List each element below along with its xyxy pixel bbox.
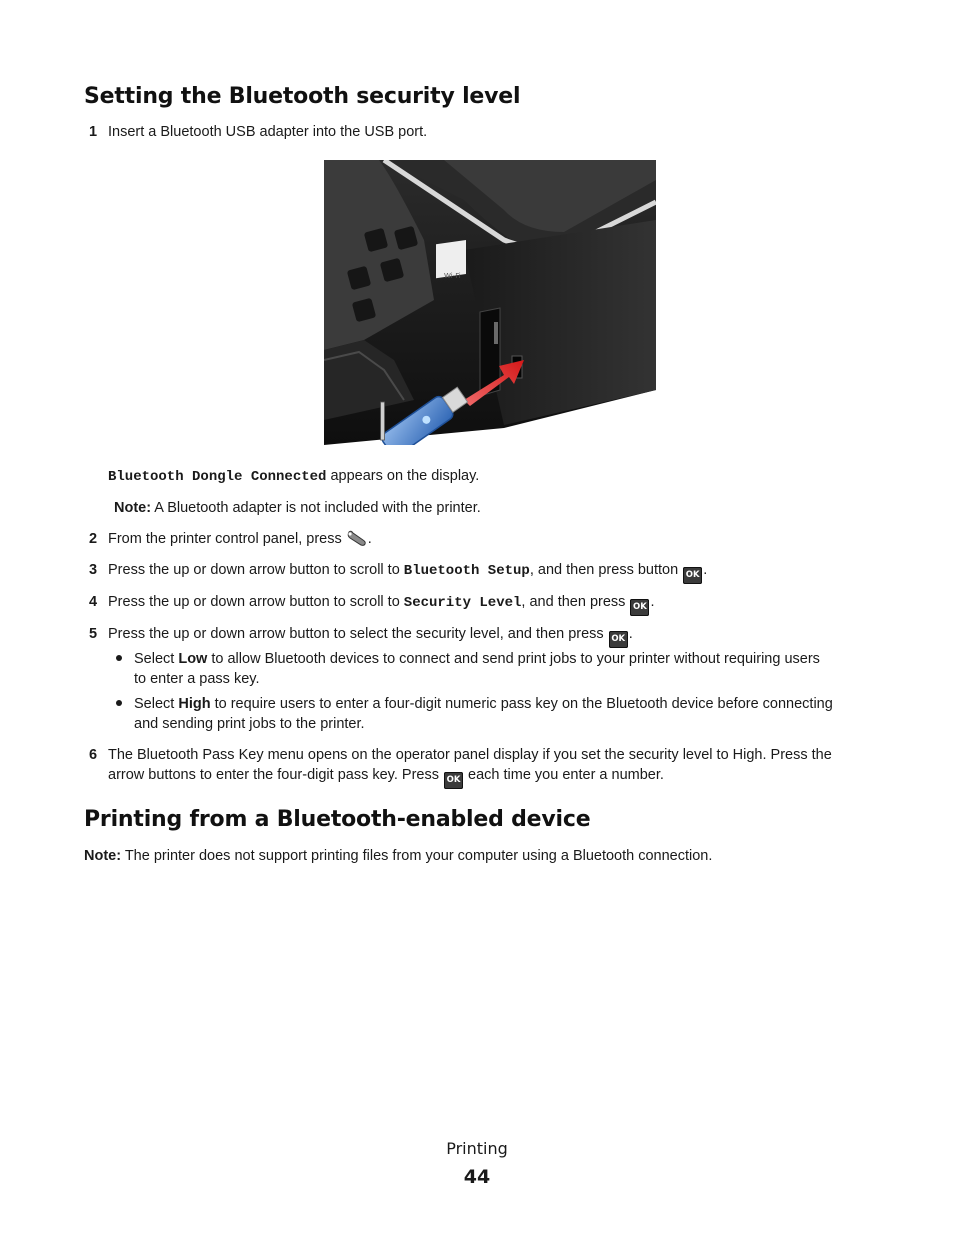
step-number: 3 (89, 562, 98, 578)
step-4-text (108, 592, 654, 616)
step-number: 4 (89, 594, 98, 610)
footer-section-label: Printing (446, 1139, 508, 1158)
display-message-text: appears on the display. (326, 468, 480, 484)
step-5-text (108, 624, 633, 648)
step-3-post: , and then press button (529, 562, 683, 578)
wrench-icon (346, 529, 368, 547)
note-text: A Bluetooth adapter is not included with the printer. (151, 500, 481, 516)
step-6-line1: The Bluetooth Pass Key menu opens on the operator panel display if you set the security level to High. Press the (108, 747, 832, 763)
bullet-option-low: Low (178, 651, 208, 667)
step-number: 2 (89, 531, 98, 547)
step-6-line2-post: each time you enter a number. (464, 767, 664, 783)
step-1-text: Insert a Bluetooth USB adapter into the USB port. (108, 124, 428, 140)
note-text: The printer does not support printing files from your computer using a Bluetooth connection. (121, 848, 713, 864)
step-4-pre: Press the up or down arrow button to scroll to (108, 594, 404, 610)
step-3-end: . (703, 562, 708, 578)
step-5-pre: Press the up or down arrow button to select the security level, and then press (108, 626, 608, 642)
bullet-line1: to require users to enter a four-digit numeric pass key on the Bluetooth device before connecting (210, 696, 833, 712)
step-4-post: , and then press (521, 594, 630, 610)
bullet-icon (116, 655, 122, 661)
step-number: 5 (89, 626, 98, 642)
display-code: Bluetooth Dongle Connected (108, 469, 327, 485)
page-number: 44 (463, 1166, 491, 1188)
ok-button-icon: OK (683, 567, 702, 584)
bullet-line2: and sending print jobs to the printer. (134, 716, 365, 732)
printer-usb-illustration (324, 160, 656, 445)
bullet-icon (116, 700, 122, 706)
section-heading-security-level: Setting the Bluetooth security level (84, 84, 521, 109)
step-6-text (108, 745, 878, 789)
step-6-line2-pre: arrow buttons to enter the four-digit pass key. Press (108, 767, 444, 783)
step-number: 1 (89, 124, 98, 140)
step-number: 6 (89, 747, 98, 763)
step-3-text (108, 560, 707, 584)
ok-button-icon: OK (609, 631, 628, 648)
note-label: Note: (114, 500, 152, 516)
section-heading-printing-bluetooth: Printing from a Bluetooth-enabled device (84, 807, 591, 832)
svg-text:Wi-Fi: Wi-Fi (444, 272, 461, 280)
step-3-pre: Press the up or down arrow button to scroll to (108, 562, 404, 578)
bullet-low (134, 649, 874, 689)
bullet-option-high: High (178, 696, 211, 712)
bullet-line1: to allow Bluetooth devices to connect and send print jobs to your printer without requiring users (207, 651, 820, 667)
step-5-end: . (628, 626, 633, 642)
bullet-pre: Select (134, 696, 179, 712)
bullet-high (134, 694, 874, 734)
bullet-pre: Select (134, 651, 179, 667)
ok-button-icon: OK (444, 772, 463, 789)
bullet-line2: to enter a pass key. (134, 671, 260, 687)
note-computer-printing (84, 846, 712, 866)
step-2-text (108, 529, 372, 549)
display-message (108, 466, 479, 487)
step-4-end: . (650, 594, 655, 610)
step-4-code: Security Level (403, 595, 522, 611)
step-3-code: Bluetooth Setup (403, 563, 530, 579)
note-label: Note: (84, 848, 122, 864)
note-adapter (114, 498, 481, 518)
step-2-label: From the printer control panel, press (108, 531, 346, 547)
step-2-end: . (367, 531, 372, 547)
ok-button-icon: OK (630, 599, 649, 616)
